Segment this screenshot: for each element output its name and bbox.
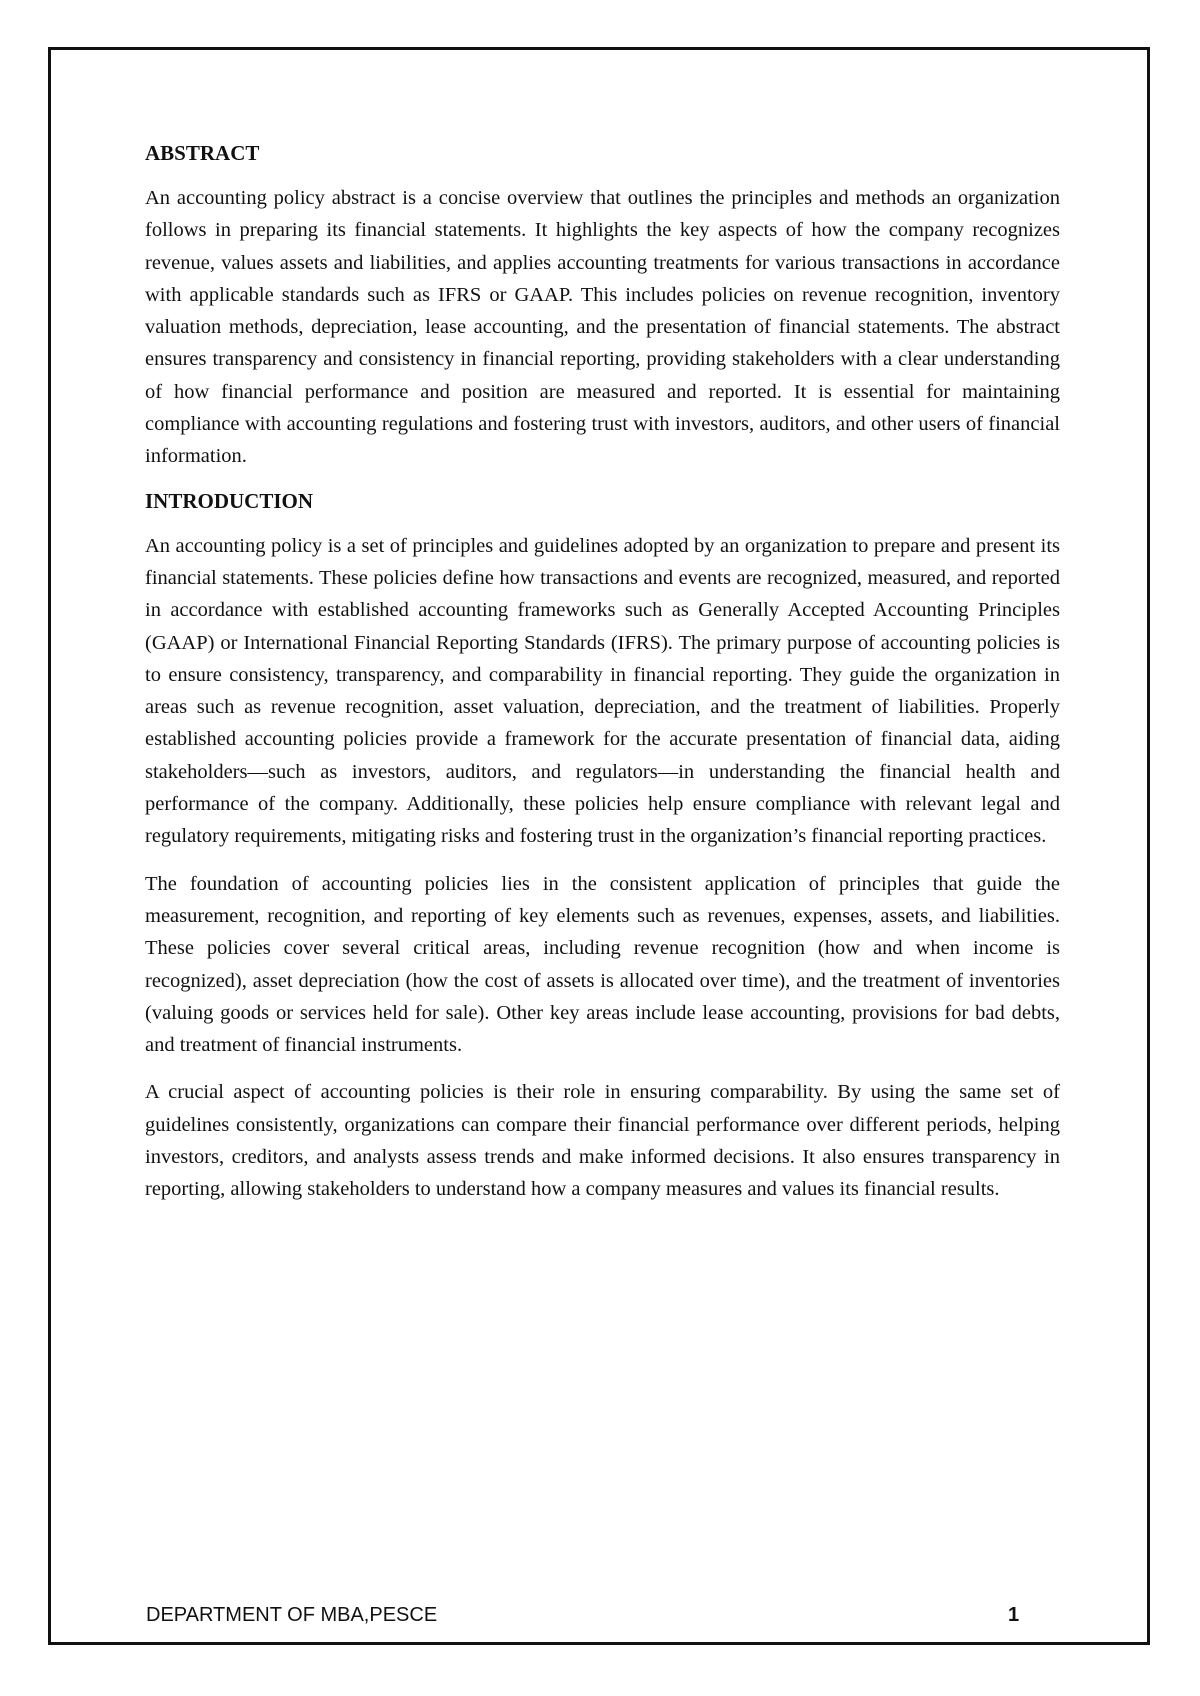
footer-department: DEPARTMENT OF MBA,PESCE bbox=[146, 1604, 438, 1626]
abstract-heading: ABSTRACT bbox=[145, 141, 260, 165]
introduction-heading: INTRODUCTION bbox=[145, 488, 314, 513]
document-body bbox=[145, 140, 1060, 1221]
introduction-paragraph-2: The foundation of accounting policies lies in the consistent application of principles that guide the measurement, recognition, and reporting of key elements such as revenues, expenses, assets, and liabilities. These policies cover several critical areas, including revenue recognition (how and when income is recognized), asset depreciation (how the cost of assets is allocated over time), and the treatment of inventories (valuing goods or services held for sale). Other key areas include lease accounting, provisions for bad debts, and treatment of financial instruments. bbox=[145, 872, 1060, 1057]
abstract-paragraph: An accounting policy abstract is a concise overview that outlines the principles and methods an organization follows in preparing its financial statements. It highlights the key aspects of how the company recognizes revenue, values assets and liabilities, and applies accounting treatments for various transactions in accordance with applicable standards such as IFRS or GAAP. This includes policies on revenue recognition, inventory valuation methods, depreciation, lease accounting, and the presentation of financial statements. The abstract ensures transparency and consistency in financial reporting, providing stakeholders with a clear understanding of how financial performance and position are measured and reported. It is essential for maintaining compliance with accounting regulations and fostering trust with investors, auditors, and other users of financial information. bbox=[145, 187, 1060, 468]
footer-page-number: 1 bbox=[1008, 1604, 1020, 1626]
introduction-paragraph-1: An accounting policy is a set of principles and guidelines adopted by an organization to prepare and present its financial statements. These policies define how transactions and events are recognized, measured, and reported in accordance with established accounting frameworks such as Generally Accepted Accounting Principles (GAAP) or International Financial Reporting Standards (IFRS). The primary purpose of accounting policies is to ensure consistency, transparency, and comparability in financial reporting. They guide the organization in areas such as revenue recognition, asset valuation, depreciation, and the treatment of liabilities. Properly established accounting policies provide a framework for the accurate presentation of financial data, aiding stakeholders—such as investors, auditors, and regulators—in understanding the financial health and performance of the company. Additionally, these policies help ensure compliance with relevant legal and regulatory requirements, mitigating risks and fostering trust in the organization’s financial reporting practices. bbox=[145, 534, 1060, 848]
introduction-paragraph-3: A crucial aspect of accounting policies is their role in ensuring comparability. By using the same set of guidelines consistently, organizations can compare their financial performance over different periods, helping investors, creditors, and analysts assess trends and make informed decisions. It also ensures transparency in reporting, allowing stakeholders to understand how a company measures and values its financial results. bbox=[145, 1081, 1060, 1201]
